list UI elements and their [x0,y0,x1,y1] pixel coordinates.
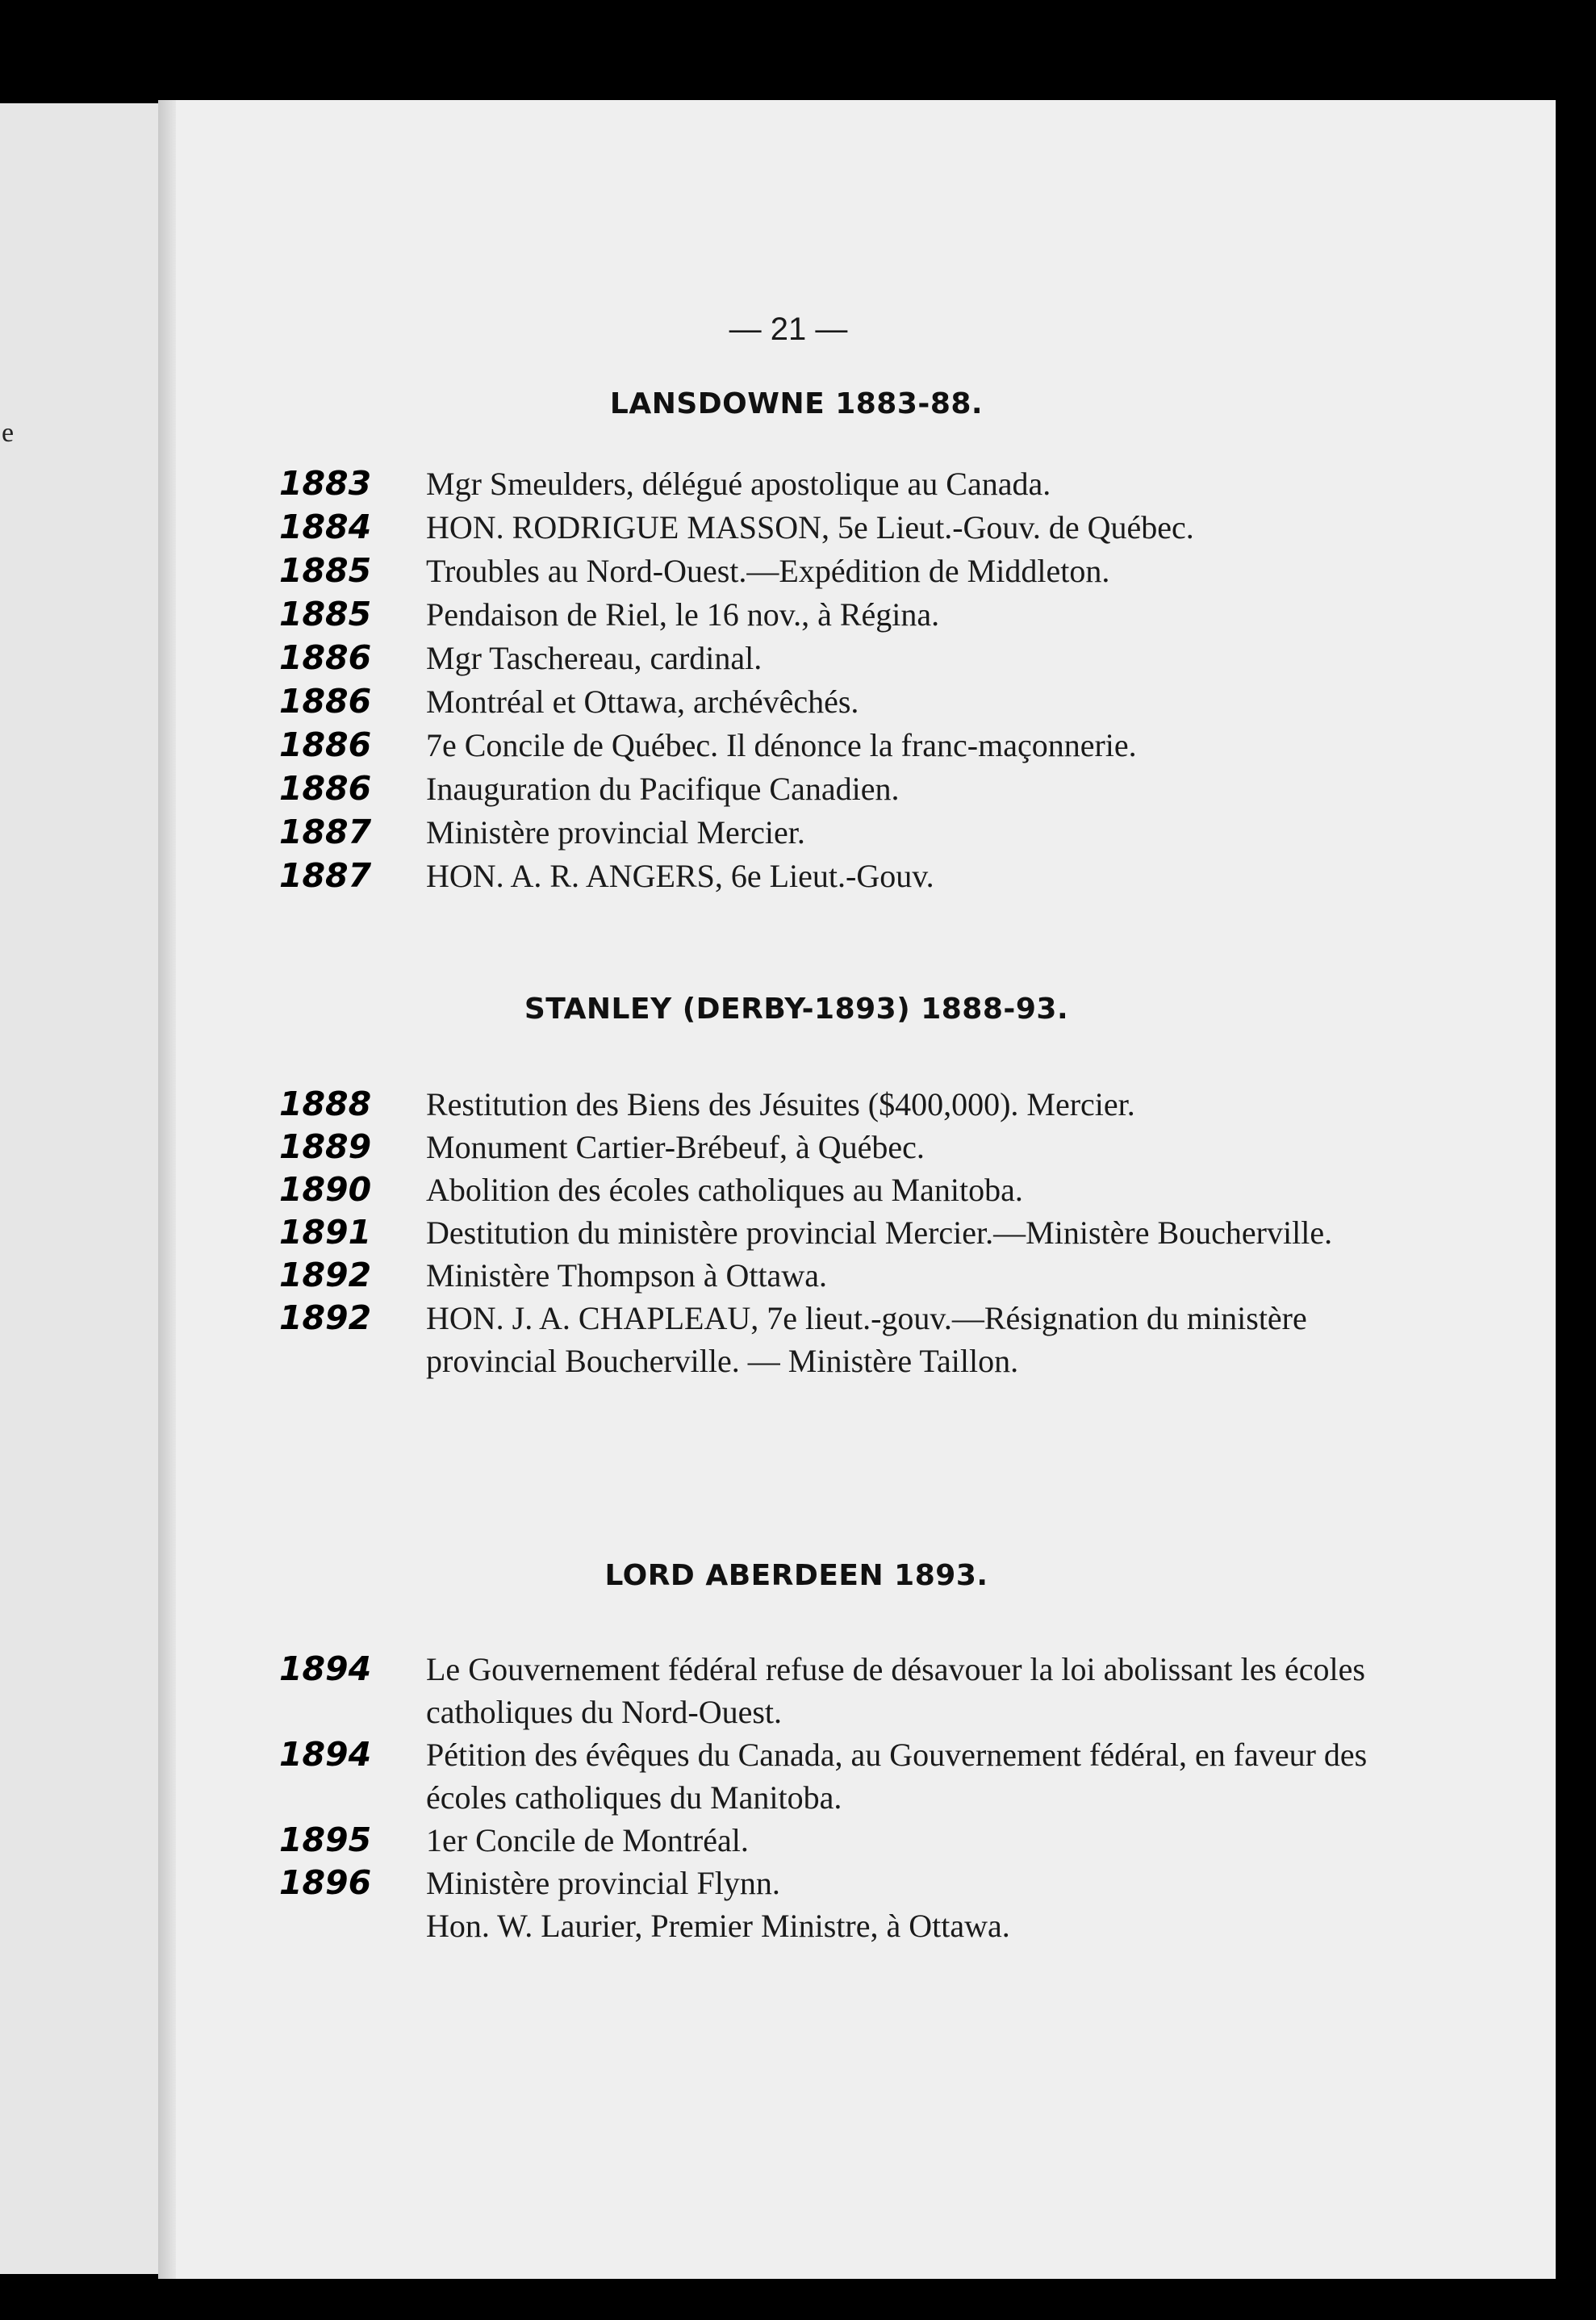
section-title-aberdeen: LORD ABERDEEN 1893. [604,1559,988,1592]
timeline-entry [279,1904,1441,1947]
entry-year: 1885 [279,595,372,633]
entry-year: 1889 [279,1127,372,1166]
timeline-entry [279,1819,1441,1862]
entry-text: Mgr Taschereau, cardinal. [426,640,762,676]
entry-text: HON. A. R. ANGERS, 6e Lieut.-Gouv. [426,858,934,894]
entry-text: Pendaison de Riel, le 16 nov., à Régina. [426,596,940,633]
entry-text: Abolition des écoles catholiques au Manitoba. [426,1172,1023,1208]
entry-text: Restitution des Biens des Jésuites ($400,000). Mercier. [426,1086,1135,1122]
timeline-entry [279,463,1441,507]
entry-text: Troubles au Nord-Ouest.—Expédition de Middleton. [426,553,1110,589]
margin-character: e [2,418,15,448]
entry-text: Pétition des évêques du Canada, au Gouvernement fédéral, en faveur des écoles catholiques du Manitoba. [426,1737,1368,1816]
entry-text: HON. RODRIGUE MASSON, 5e Lieut.-Gouv. de Québec. [426,509,1194,546]
entry-year: 1891 [279,1213,372,1252]
timeline-entry [279,637,1441,681]
section-title-lansdowne: LANSDOWNE 1883-88. [609,387,984,420]
section-entries-stanley [279,1083,1441,1382]
timeline-entry [279,1254,1441,1297]
entry-text: HON. J. A. CHAPLEAU, 7e lieut.-gouv.—Résignation du ministère provincial Boucherville. — Ministère Taillon. [426,1300,1307,1379]
timeline-entry [279,768,1441,812]
timeline-entry [279,550,1441,594]
timeline-entry [279,1211,1441,1254]
entry-year: 1894 [279,1735,372,1774]
entry-year: 1884 [279,508,372,546]
entry-text: Montréal et Ottawa, archévêchés. [426,683,859,720]
entry-year: 1887 [279,856,372,895]
timeline-entry [279,507,1441,550]
entry-year: 1888 [279,1085,372,1123]
entry-text: Ministère provincial Mercier. [426,814,805,851]
timeline-entry [279,812,1441,855]
timeline-entry [279,1168,1441,1211]
entry-year: 1896 [279,1863,372,1902]
entry-text: Hon. W. Laurier, Premier Ministre, à Ottawa. [426,1908,1010,1944]
timeline-entry [279,594,1441,637]
entry-year: 1894 [279,1649,372,1688]
entry-text: Monument Cartier-Brébeuf, à Québec. [426,1129,925,1165]
page-number: — 21 — [729,311,848,347]
entry-year: 1892 [279,1298,372,1337]
timeline-entry [279,1862,1441,1904]
section-entries-lansdowne [279,463,1441,899]
entry-year: 1885 [279,551,372,590]
facing-page-edge [0,103,158,2274]
timeline-entry [279,1083,1441,1126]
timeline-entry [279,1648,1441,1733]
section-entries-aberdeen [279,1648,1441,1947]
entry-year: 1886 [279,638,372,677]
page-spine [158,100,176,2279]
entry-year: 1890 [279,1170,372,1209]
entry-year: 1886 [279,682,372,721]
entry-year: 1886 [279,769,372,808]
entry-year: 1887 [279,813,372,851]
document-page [158,100,1556,2279]
entry-year: 1895 [279,1820,372,1859]
timeline-entry [279,681,1441,725]
timeline-entry [279,725,1441,768]
entry-text: Inauguration du Pacifique Canadien. [426,771,900,807]
entry-text: Destitution du ministère provincial Mercier.—Ministère Boucherville. [426,1214,1333,1251]
entry-text: 1er Concile de Montréal. [426,1822,749,1858]
timeline-entry [279,855,1441,899]
section-title-stanley: STANLEY (DERBY-1893) 1888-93. [524,993,1069,1026]
timeline-entry [279,1297,1441,1382]
entry-text: Le Gouvernement fédéral refuse de désavouer la loi abolissant les écoles catholiques du Nord-Ouest. [426,1651,1365,1730]
entry-text: Ministère Thompson à Ottawa. [426,1257,827,1294]
timeline-entry [279,1733,1441,1819]
entry-year: 1886 [279,725,372,764]
entry-text: 7e Concile de Québec. Il dénonce la franc-maçonnerie. [426,727,1137,763]
entry-text: Ministère provincial Flynn. [426,1865,780,1901]
entry-year: 1883 [279,464,372,503]
entry-text: Mgr Smeulders, délégué apostolique au Canada. [426,466,1051,502]
entry-year: 1892 [279,1256,372,1294]
timeline-entry [279,1126,1441,1168]
